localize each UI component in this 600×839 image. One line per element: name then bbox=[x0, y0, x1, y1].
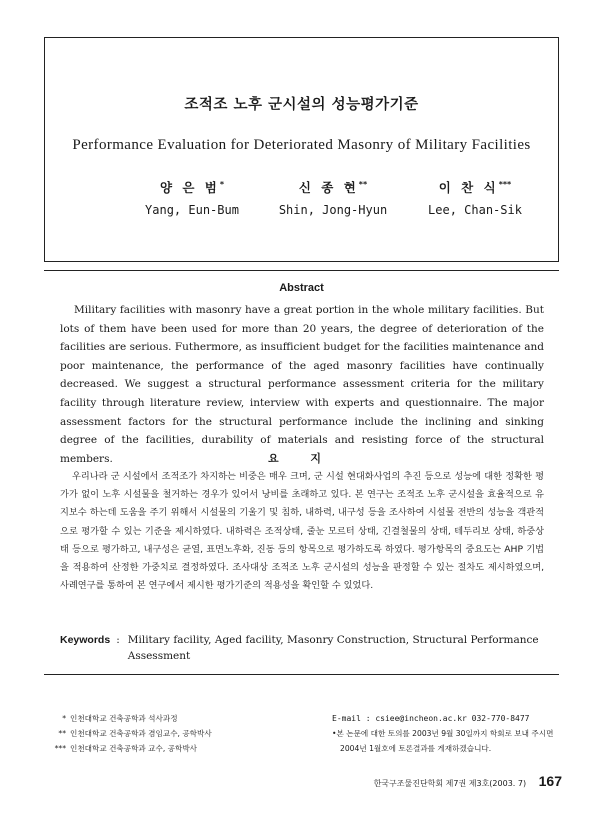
affiliation-1 bbox=[48, 711, 308, 726]
contact-info bbox=[332, 711, 562, 756]
contact-email: E-mail : csiee@incheon.ac.kr 032-770-8477 bbox=[332, 714, 530, 723]
affiliation-text: 인천대학교 건축공학과 석사과정 bbox=[70, 714, 178, 723]
keywords-text: Military facility, Aged facility, Masonry Construction, Structural Performance Assessment bbox=[127, 634, 539, 662]
paper-title-english: Performance Evaluation for Deteriorated Masonry of Military Facilities bbox=[72, 137, 531, 153]
discussion-note: •본 논문에 대한 토의를 2003년 9월 30일까지 학회로 보내 주시면 2004년 1월호에 토론결과를 게재하겠습니다. bbox=[332, 729, 554, 753]
author-name-korean: 신 종 현 bbox=[298, 180, 359, 195]
author-affiliations bbox=[48, 711, 308, 756]
affiliation-text: 인천대학교 건축공학과 겸임교수, 공학박사 bbox=[70, 729, 212, 738]
keywords-separator: : bbox=[116, 634, 120, 646]
affiliation-text: 인천대학교 건축공학과 교수, 공학박사 bbox=[70, 744, 198, 753]
affiliation-mark: ** bbox=[58, 729, 66, 738]
korean-summary-heading: 요 지 bbox=[267, 452, 336, 465]
paper-title-korean: 조적조 노후 군시설의 성능평가기준 bbox=[184, 97, 419, 113]
abstract-text: Military facilities with masonry have a great portion in the whole military facilities. But lots of them have been used for more than 20 years, the degree of deterioration of the facilities are serious. Futhermore, as insufficient budget for the facilities maintenance and poor maintenance, the performance of the aged masonry facilities have continually decreased. We suggest a structural performance assessment criteria for the military facility through literature review, interview with experts and questionnaire. The major assessment factors for the structural performance include the inclining and sinking degree of the facilities, durability of materials and resisting force of the structural members. bbox=[60, 304, 544, 465]
affiliation-mark: *** bbox=[54, 744, 66, 753]
page-footer bbox=[330, 773, 562, 789]
affiliation-mark: * bbox=[62, 714, 66, 723]
author-name-english: Lee, Chan-Sik bbox=[428, 203, 522, 217]
author-mark: ** bbox=[358, 179, 368, 189]
abstract-top-rule bbox=[44, 270, 559, 271]
title-box bbox=[44, 37, 559, 262]
author-name-english: Shin, Jong-Hyun bbox=[278, 203, 388, 217]
author-2 bbox=[258, 178, 408, 217]
korean-summary-text: 우리나라 군 시설에서 조적조가 차지하는 비중은 매우 크며, 군 시설 현대화사업의 추진 등으로 성능에 대한 정확한 평가가 없이 노후 시설물을 철거하는 경우가 있어서 낭비를 초래하고 있다. 본 연구는 조적조 노후 군시설을 효율적으로 유지보수 하는데 도움을 주기 위해서 시설물의 기울기 및 침하, 내하력, 내구성 등을 조사하여 시설물 전반의 성능을 객관적으로 평가할 수 있는 기준을 제시하였다. 내하력은 조적상태, 줄눈 모르터 상태, 긴결철물의 상태, 테두리보 상태, 하중상태 등으로 평가하고, 내구성은 균열, 표면노후화, 진동 등의 항목으로 평가하도록 하였다. 평가항목의 중요도는 AHP 기법을 적용하여 산정한 가중치로 결정하였다. 조사대상 조적조 노후 군시설의 성능을 판정할 수 있는 절차도 제시하였으며, 사례연구를 통하여 본 연구에서 제시한 평가기준의 적용성을 확인할 수 있었다. bbox=[60, 471, 544, 592]
page-number: 167 bbox=[538, 773, 562, 789]
author-mark: * bbox=[219, 179, 225, 189]
abstract-heading: Abstract bbox=[279, 282, 324, 294]
author-3 bbox=[400, 178, 550, 217]
affiliation-2 bbox=[48, 726, 308, 741]
abstract-bottom-rule bbox=[44, 674, 559, 675]
keywords bbox=[60, 632, 544, 664]
affiliation-3 bbox=[48, 741, 308, 756]
author-name-korean: 양 은 범 bbox=[159, 180, 220, 195]
author-name-korean: 이 찬 식 bbox=[438, 180, 499, 195]
journal-citation: 한국구조물진단학회 제7권 제3호(2003. 7) bbox=[373, 779, 527, 788]
author-1 bbox=[117, 178, 267, 217]
keywords-label: Keywords bbox=[60, 634, 111, 646]
author-name-english: Yang, Eun-Bum bbox=[145, 203, 239, 217]
author-mark: *** bbox=[498, 179, 512, 189]
